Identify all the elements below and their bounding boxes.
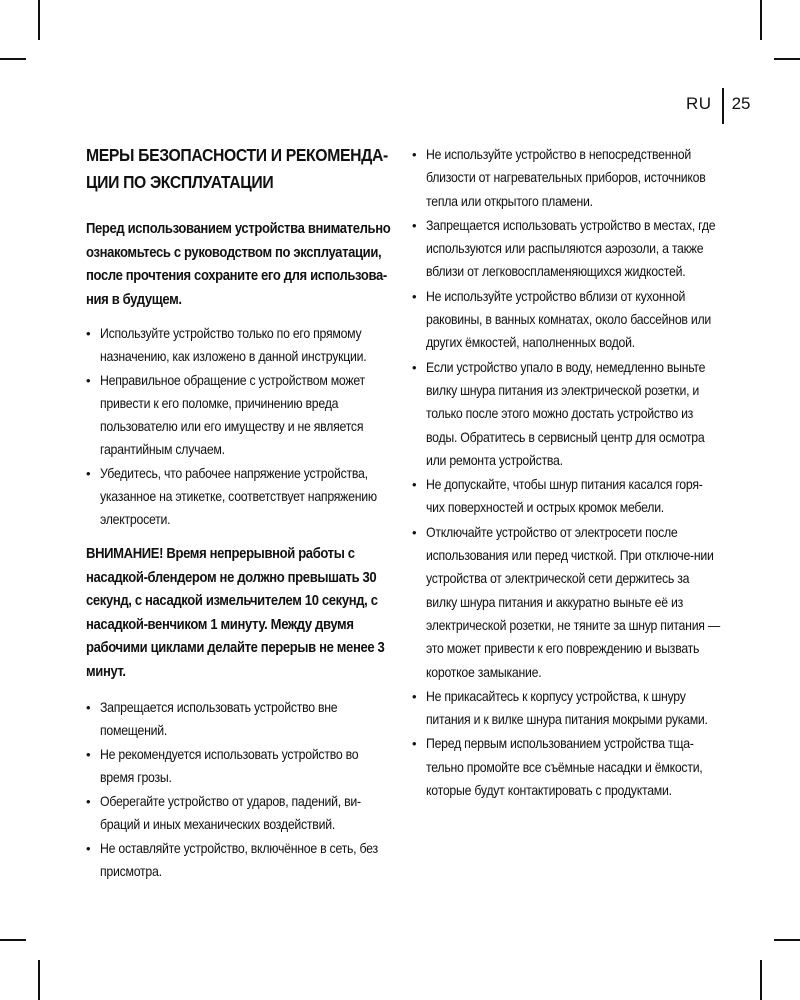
- list-item: • Неправильное обращение с устройством может привести к его поломке, причинению вреда пользователю или его имуществу и не является гарантийным случаем.: [86, 369, 391, 461]
- bullet-icon: •: [412, 524, 417, 540]
- list-item: • Не оставляйте устройство, включённое в сеть, без присмотра.: [86, 837, 391, 883]
- crop-mark-bottom-left-h: [0, 939, 26, 941]
- list-item: • Не прикасайтесь к корпусу устройства, к шнуру питания и к вилке шнура питания мокрыми руками.: [412, 685, 720, 732]
- list-item: • Убедитесь, что рабочее напряжение устройства, указанное на этикетке, соответствует напряжению электросети.: [86, 462, 391, 531]
- bullet-icon: •: [412, 147, 417, 162]
- crop-mark-bottom-right-h: [774, 939, 800, 941]
- safety-list-2: [86, 696, 391, 883]
- crop-mark-top-left-h: [0, 58, 26, 60]
- header-divider: [722, 88, 724, 124]
- list-item: • Запрещается использовать устройство в местах, где используются или распыляются аэрозоли, а также вблизи от легковоспламеняющихся жидкостей.: [412, 214, 720, 284]
- list-item: • Используйте устройство только по его прямому назначению, как изложено в данной инструкции.: [86, 322, 391, 368]
- section-title: МЕРЫ БЕЗОПАСНОСТИ И РЕКОМЕНДА-ЦИИ ПО ЭКСПЛУАТАЦИИ: [86, 145, 388, 192]
- list-item: • Не рекомендуется использовать устройство во время грозы.: [86, 743, 391, 789]
- bullet-icon: •: [86, 700, 91, 715]
- bullet-icon: •: [86, 747, 91, 762]
- bullet-icon: •: [412, 288, 417, 304]
- list-item: • Запрещается использовать устройство вне помещений.: [86, 696, 391, 742]
- list-item: • Не используйте устройство в непосредственной близости от нагревательных приборов, источников тепла или открытого пламени.: [412, 143, 720, 213]
- bullet-icon: •: [86, 373, 91, 388]
- bullet-icon: •: [412, 359, 417, 375]
- bullet-icon: •: [412, 688, 417, 704]
- crop-mark-bottom-right: [760, 960, 762, 1000]
- page-number: 25: [731, 94, 751, 113]
- bullet-icon: •: [86, 841, 91, 856]
- safety-list-3: [412, 143, 720, 802]
- safety-list-1: [86, 322, 391, 531]
- list-item: • Если устройство упало в воду, немедленно выньте вилку шнура питания из электрической розетки, и только после этого можно достать устройство из воды. Обратитесь в сервисный центр для осмотра или ремонта устройства.: [412, 356, 720, 472]
- page-header: [686, 90, 750, 118]
- bullet-icon: •: [412, 736, 417, 752]
- bullet-icon: •: [86, 466, 91, 481]
- bullet-icon: •: [86, 326, 91, 341]
- bullet-icon: •: [412, 217, 417, 233]
- crop-mark-top-right-h: [774, 58, 800, 60]
- list-item: • Перед первым использованием устройства тща-тельно промойте все съёмные насадки и ёмкости, которые будут контактировать с продуктами.: [412, 732, 720, 802]
- list-item: • Отключайте устройство от электросети после использования или перед чисткой. При отключе-нии устройства от электрической сети держитесь за вилку шнура питания и аккуратно выньте её из электрической розетки, не тяните за шнур питания — это может привести к его повреждению и вызвать короткое замыкание.: [412, 521, 720, 684]
- left-column: [86, 142, 391, 895]
- intro-paragraph: Перед использованием устройства внимательно ознакомьтесь с руководством по эксплуатации, после прочтения сохраните его для использова-ния в будущем.: [86, 221, 391, 308]
- bullet-icon: •: [86, 794, 91, 809]
- list-item: • Оберегайте устройство от ударов, падений, ви-браций и иных механических воздействий.: [86, 790, 391, 836]
- warning-paragraph: ВНИМАНИЕ! Время непрерывной работы с насадкой-блендером не должно превышать 30 секунд, с насадкой измельчителем 10 секунд, с насадкой-венчиком 1 минуту. Между двумя рабочими циклами делайте перерыв не менее 3 минут.: [86, 546, 385, 680]
- right-column: [412, 143, 720, 814]
- crop-mark-bottom-left: [38, 960, 40, 1000]
- list-item: • Не допускайте, чтобы шнур питания касался горя-чих поверхностей и острых кромок мебели.: [412, 473, 720, 520]
- list-item: • Не используйте устройство вблизи от кухонной раковины, в ванных комнатах, около бассейнов или других ёмкостей, наполненных водой.: [412, 285, 720, 355]
- bullet-icon: •: [412, 477, 417, 493]
- language-code: RU: [686, 94, 712, 113]
- crop-mark-top-left: [38, 0, 40, 40]
- crop-mark-top-right: [760, 0, 762, 40]
